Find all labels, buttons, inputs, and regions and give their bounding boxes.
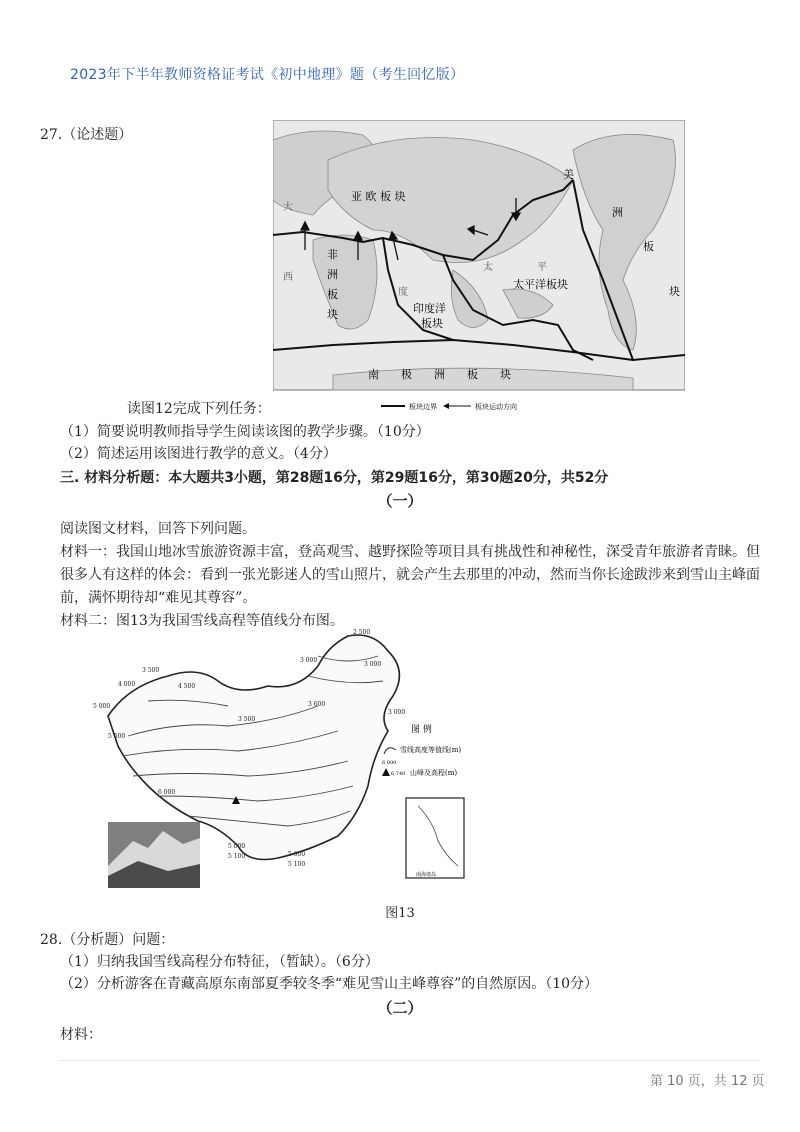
- label-atlantic1: 大: [283, 202, 293, 213]
- q27-task-1: （1）简要说明教师指导学生阅读该图的教学步骤。（10分）: [60, 424, 430, 440]
- question-27-number: 27.（论述题）: [40, 127, 133, 143]
- q27-task-2: （2）简述运用该图进行教学的意义。（4分）: [60, 446, 337, 462]
- label-america2: 洲: [612, 206, 623, 219]
- contour-label-5: 5 000: [93, 703, 111, 710]
- contour-label-9: 5 100: [288, 861, 306, 868]
- label-africa3: 板: [327, 288, 338, 301]
- q27-prompt: 读图12完成下列任务：: [127, 401, 271, 417]
- contour-label-12: 3 600: [308, 701, 326, 708]
- legend-motion: 板块运动方向: [475, 403, 517, 411]
- question-28-number: 28.（分析题）问题：: [40, 932, 175, 948]
- label-indian2: 板块: [421, 317, 443, 330]
- contour-label-14: 3 000: [364, 661, 382, 668]
- label-atlantic2: 西: [283, 272, 293, 283]
- footer-divider: [60, 1060, 760, 1061]
- label-america3: 板: [643, 240, 654, 253]
- contour-label-13: 3 500: [238, 716, 256, 723]
- contour-label-3: 4 000: [118, 681, 136, 688]
- label-indian-ocean: 度: [398, 287, 408, 298]
- contour-label-7: 6 000: [158, 789, 176, 796]
- section3-heading: 三. 材料分析题：本大题共3小题，第28题16分，第29题16分，第30题20分，共52分: [60, 470, 609, 486]
- inset-label: 南海诸岛: [416, 872, 437, 878]
- legend-boundary: 板块边界: [409, 403, 437, 411]
- snow-mountain-photo: [108, 822, 200, 888]
- label-america: 美: [563, 168, 574, 181]
- label-pacific: 太平洋板块: [513, 278, 568, 291]
- legend-title: 图 例: [411, 725, 432, 735]
- material-one: 材料一：我国山地冰雪旅游资源丰富，登高观雪、越野探险等项目具有挑战性和神秘性，深受青年旅游者青睐。但很多人有这样的体会：看到一张光影迷人的雪山照片，就会产生去那里的冲动，然而当你长途跋涉来到雪山主峰面前，满怀期待却“难见其尊容”。: [60, 544, 760, 606]
- figure13-caption: 图13: [385, 906, 415, 921]
- label-pacific-big: 太: [483, 262, 493, 273]
- label-africa2: 洲: [327, 268, 338, 281]
- legend-peak-value: 6 740: [391, 771, 406, 777]
- material-label: 材料：: [60, 1027, 102, 1043]
- contour-label-4: 4 500: [178, 683, 196, 690]
- contour-label-6: 5 500: [108, 733, 126, 740]
- contour-label-15: 3 000: [388, 709, 406, 716]
- label-eurasia: 亚 欧 板 块: [351, 190, 406, 203]
- document-header-title: 2023年下半年教师资格证考试《初中地理》题（考生回忆版）: [70, 67, 465, 83]
- contour-label-10: 5 000: [228, 843, 246, 850]
- contour-label-0: 2 500: [353, 629, 371, 636]
- material-two: 材料二：图13为我国雪线高程等值线分布图。: [60, 613, 344, 629]
- label-indian1: 印度洋: [413, 302, 446, 315]
- q28-task-1: （1）归纳我国雪线高程分布特征，（暂缺）。（6分）: [60, 954, 379, 970]
- page-indicator: 第 10 页，共 12 页: [650, 1074, 765, 1089]
- contour-label-8: 5 000: [288, 851, 306, 858]
- legend-sample-value: 6 000: [382, 760, 397, 766]
- q28-task-2: （2）分析游客在青藏高原东南部夏季较冬季“难见雪山主峰尊容”的自然原因。（10分）: [60, 976, 599, 992]
- snowline-contour-map: [88, 626, 528, 898]
- part-two-heading: （二）: [377, 999, 423, 1017]
- south-china-sea-inset: [406, 798, 464, 878]
- plate-tectonics-map: [273, 120, 685, 416]
- contour-label-1: 3 000: [300, 657, 318, 664]
- legend-contour: 雪线高度等值线(m): [400, 746, 462, 754]
- legend-peak: 山峰及高程(m): [410, 769, 458, 777]
- part-one-heading: （一）: [377, 492, 423, 510]
- label-america4: 块: [669, 285, 680, 298]
- label-africa1: 非: [327, 248, 338, 261]
- contour-label-2: 3 500: [142, 667, 160, 674]
- label-pacific-big2: 平: [537, 262, 547, 273]
- contour-label-11: 5 100: [228, 853, 246, 860]
- label-antarctic: 南 极 洲 板 块: [368, 368, 511, 381]
- label-africa4: 块: [327, 308, 338, 321]
- reading-instruction: 阅读图文材料，回答下列问题。: [60, 521, 256, 537]
